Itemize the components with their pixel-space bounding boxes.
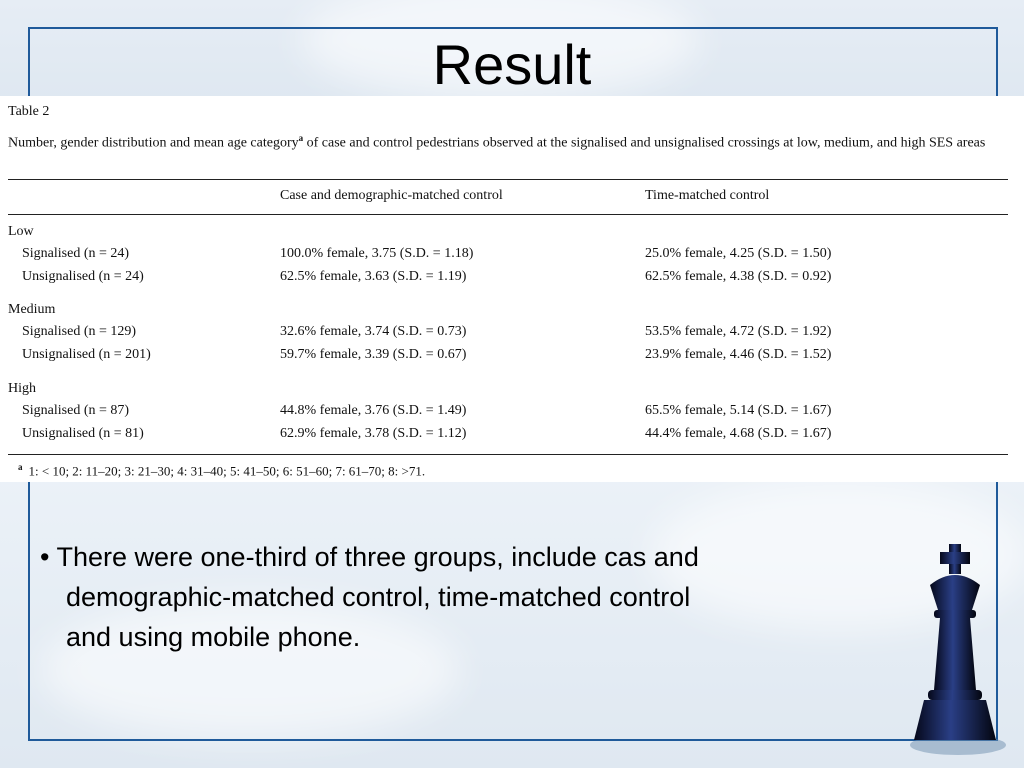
table-row-label: Unsignalised (n = 24) bbox=[22, 269, 144, 284]
table-group-label: Medium bbox=[8, 302, 56, 317]
slide-title: Result bbox=[432, 33, 592, 96]
table-group-label: High bbox=[8, 381, 36, 396]
table-cell-case: 44.8% female, 3.76 (S.D. = 1.49) bbox=[280, 403, 467, 418]
table-row-label: Signalised (n = 129) bbox=[22, 324, 137, 339]
footnote-text: 1: < 10; 2: 11–20; 3: 21–30; 4: 31–40; 5: 41–50; 6: 51–60; 7: 61–70; 8: >71. bbox=[28, 463, 426, 479]
table-row-label: Signalised (n = 87) bbox=[22, 403, 130, 418]
table-rule-top bbox=[8, 179, 1008, 180]
bullet-line-3: and using mobile phone. bbox=[66, 622, 361, 652]
table-cell-case: 32.6% female, 3.74 (S.D. = 0.73) bbox=[280, 324, 467, 339]
table-row-label: Signalised (n = 24) bbox=[22, 246, 130, 261]
bullet-line-2: demographic-matched control, time-matched control bbox=[66, 582, 691, 612]
results-table bbox=[0, 96, 1024, 482]
table-row-label: Unsignalised (n = 201) bbox=[22, 347, 151, 362]
table-rule-bottom bbox=[8, 454, 1008, 455]
table-cell-case: 62.9% female, 3.78 (S.D. = 1.12) bbox=[280, 426, 467, 441]
bullet-text bbox=[40, 537, 900, 657]
table-group-label: Low bbox=[8, 224, 34, 239]
table-caption-text: Number, gender distribution and mean age category bbox=[8, 135, 299, 151]
table-label: Table 2 bbox=[8, 104, 50, 119]
table-cell-case: 62.5% female, 3.63 (S.D. = 1.19) bbox=[280, 269, 467, 284]
table-rule-header bbox=[8, 214, 1008, 215]
bullet-line-1: • There were one-third of three groups, include cas and bbox=[40, 542, 699, 572]
table-cell-time: 25.0% female, 4.25 (S.D. = 1.50) bbox=[645, 246, 832, 261]
table-cell-time: 62.5% female, 4.38 (S.D. = 0.92) bbox=[645, 269, 832, 284]
table-cell-time: 65.5% female, 5.14 (S.D. = 1.67) bbox=[645, 403, 832, 418]
table-footnote bbox=[18, 462, 425, 479]
table-caption-rest: of case and control pedestrians observed at the signalised and unsignalised crossings at low, medium, and high SES areas bbox=[303, 135, 986, 151]
table-cell-case: 59.7% female, 3.39 (S.D. = 0.67) bbox=[280, 347, 467, 362]
chess-king-icon bbox=[900, 540, 1010, 760]
table-cell-time: 44.4% female, 4.68 (S.D. = 1.67) bbox=[645, 426, 832, 441]
table-row-label: Unsignalised (n = 81) bbox=[22, 426, 144, 441]
column-header-time: Time-matched control bbox=[645, 188, 770, 203]
table-caption bbox=[8, 127, 1013, 155]
table-cell-case: 100.0% female, 3.75 (S.D. = 1.18) bbox=[280, 246, 474, 261]
table-cell-time: 23.9% female, 4.46 (S.D. = 1.52) bbox=[645, 347, 832, 362]
table-cell-time: 53.5% female, 4.72 (S.D. = 1.92) bbox=[645, 324, 832, 339]
footnote-mark: a bbox=[18, 462, 23, 472]
caption-footnote-mark: a bbox=[298, 133, 304, 143]
column-header-case: Case and demographic-matched control bbox=[280, 188, 503, 203]
